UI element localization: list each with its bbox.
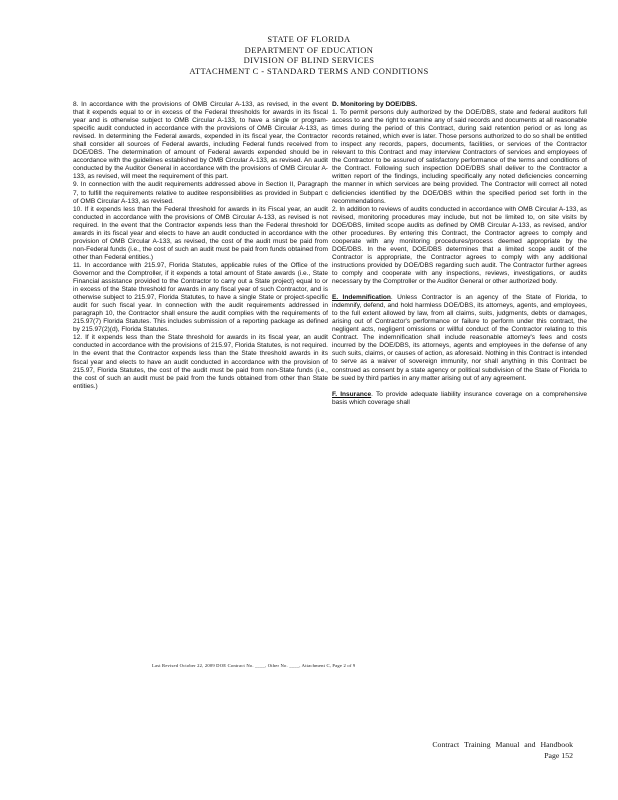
header-department: DEPARTMENT OF EDUCATION bbox=[244, 44, 374, 55]
header-division: DIVISION OF BLIND SERVICES bbox=[243, 55, 375, 65]
section-e-heading: E. Indemnification bbox=[332, 294, 391, 302]
section-d-heading: D. Monitoring by DOE/DBS. bbox=[332, 101, 418, 108]
paragraph-9: 9. In connection with the audit requirements addressed above in Section II, Paragraph 7, to fulfill the requirements relative to auditee responsibilities as provided in Subpart c of OMB Circular A-133, as revised. bbox=[73, 181, 328, 205]
section-d-item-2: 2. In addition to reviews of audits conducted in accordance with OMB Circular A-133, as revised, monitoring procedures may include, but not be limited to, on site visits by DOE/DBS, limited scope audits as defined by OMB Circular A-133, as revised, and/or other procedures. By entering this Contract, the Contractor agrees to comply and cooperate with any monitoring procedures/process deemed appropriate by the DOE/DBS. In the event, DOE/DBS determines that a limited scope audit of the Contractor is appropriate, the Contractor agrees to comply with any additional instructions provided by DOE/DBS regarding such audit. The Contractor further agrees to comply and cooperate with any inspections, reviews, investigations, or audits necessary by the Comptroller or the Auditor General or other authorized body. bbox=[332, 205, 587, 286]
section-e bbox=[332, 294, 587, 383]
document-header bbox=[0, 34, 618, 76]
left-column bbox=[73, 101, 328, 391]
section-e-text: . Unless Contractor is an agency of the State of Florida, to indemnify, defend, and hold harmless DOE/DBS, its attorneys, agents, and employees, to the full extent allowed by law, from all claims, suits, judgments, debts or damages, arising out of Contractor's performance or failure to perform under this contract, the negligent acts, negligent omissions or willful conduct of the Contractor relating to this Contract. The indemnification shall include reasonable attorney's fees and costs incurred by the DOE/DBS, its attorneys, agents and employees in the defense of any such suits, claims, or causes of action, as aforesaid. Nothing in this Contract is intended to serve as a waiver of sovereign immunity, nor shall anything in this Contract be construed as consent by a state agency or political subdivision of the State of Florida to be sued by third parties in any matter arising out of any agreement. bbox=[332, 294, 587, 382]
section-f-heading: F. Insurance bbox=[332, 390, 372, 398]
section-f bbox=[332, 391, 587, 407]
page-number: Page 152 bbox=[544, 751, 573, 760]
header-attachment-title: ATTACHMENT C - STANDARD TERMS AND CONDITIONS bbox=[189, 65, 429, 76]
paragraph-10: 10. If it expends less than the Federal threshold for awards in its Fiscal year, an audit conducted in accordance with the provisions of OMB Circular A-133, as revised is not required. In the event that the Contractor expends less than the Federal threshold for awards in its fiscal year and elects to have an audit conducted in accordance with the provision of OMB Circular A-133, as revised, the cost of the audit must be paid from non-Federal funds (i.e., the cost of such an audit must be paid from funds obtained from other than Federal entities.) bbox=[73, 205, 328, 261]
paragraph-12: 12. If it expends less than the State threshold for awards in its fiscal year, an audit conducted in accordance with the provisions of 215.97, Florida Statutes, is not required. In the event that the Contractor expends less than the State threshold awards in its fiscal year and elects to have an audit conducted in accordance with the provision of 215.97, Florida Statutes, the cost of the audit must be paid from non-State funds (i.e., the cost of such an audit must be paid from the funds obtained from other than State entities.) bbox=[73, 334, 328, 390]
section-f-text: . To provide adequate liability insurance coverage on a comprehensive basis which coverage shall bbox=[332, 390, 587, 406]
manual-title: Contract Training Manual and Handbook bbox=[432, 740, 573, 749]
paragraph-8: 8. In accordance with the provisions of OMB Circular A-133, as revised, in the event that it expends equal to or in excess of the Federal thresholds for awards in its fiscal year and is otherwise subject to OMB Circular A-133, to have a single or program-specific audit conducted in accordance with the provisions of OMB Circular A-133, as revised. In determining the Federal awards, expended in its fiscal year, the Contractor shall consider all sources of Federal awards, including Federal funds received from DOE/DBS. The determination of amount of Federal awards expended should be in accordance with the guidelines established by OMB Circular A-133, as revised. An audit conducted by the Auditor General in accordance with the provisions of OMB Circular A-133, as revised, will meet the requirement of this part. bbox=[73, 101, 328, 181]
revision-footer: Last Revised October 22, 2009 DOE Contract No. ____, Other No. ____, Attachment C, Page 2 of 9 bbox=[152, 663, 356, 668]
paragraph-11: 11. In accordance with 215.97, Florida Statutes, applicable rules of the Office of the Governor and the Comptroller, if it expends a total amount of State awards (i.e., State Financial assistance provided to the Contractor to carry out a State project) equal to or in excess of the State threshold for awards in any fiscal year of such Contractor, and is otherwise subject to 215.97, Florida Statutes, to have a single State or project-specific audit for such fiscal year. In connection with the audit requirements addressed in paragraph 10, the Contractor shall ensure the audit complies with the requirements of 215.97(7) Florida Statutes. This includes submission of a reporting package as defined by 215.97(2)(d), Florida Statutes. bbox=[73, 261, 328, 334]
header-state: STATE OF FLORIDA bbox=[267, 34, 351, 44]
section-d-item-1: 1. To permit persons duly authorized by the DOE/DBS, state and federal auditors full access to and the right to examine any of said records and documents at all reasonable times during the period of this Contract, during said retention period or as long as records retained, which ever is later. Those persons authorized to do so shall be entitled to inspect any records, papers, documents, facilities, or services of the Contractor relevant to this Contract and may interview Contractors of services and employees of the Contractor to be assured of satisfactory performance of the terms and conditions of the Contract. Following such inspection DOE/DBS shall deliver to the Contractor a written report of the findings, including specifically any noted deficiencies concerning the manner in which services are being provided. The Contractor will correct all noted deficiencies identified by the DOE/DBS within the specified period set forth in the recommendations. bbox=[332, 109, 587, 205]
right-column bbox=[332, 101, 587, 407]
